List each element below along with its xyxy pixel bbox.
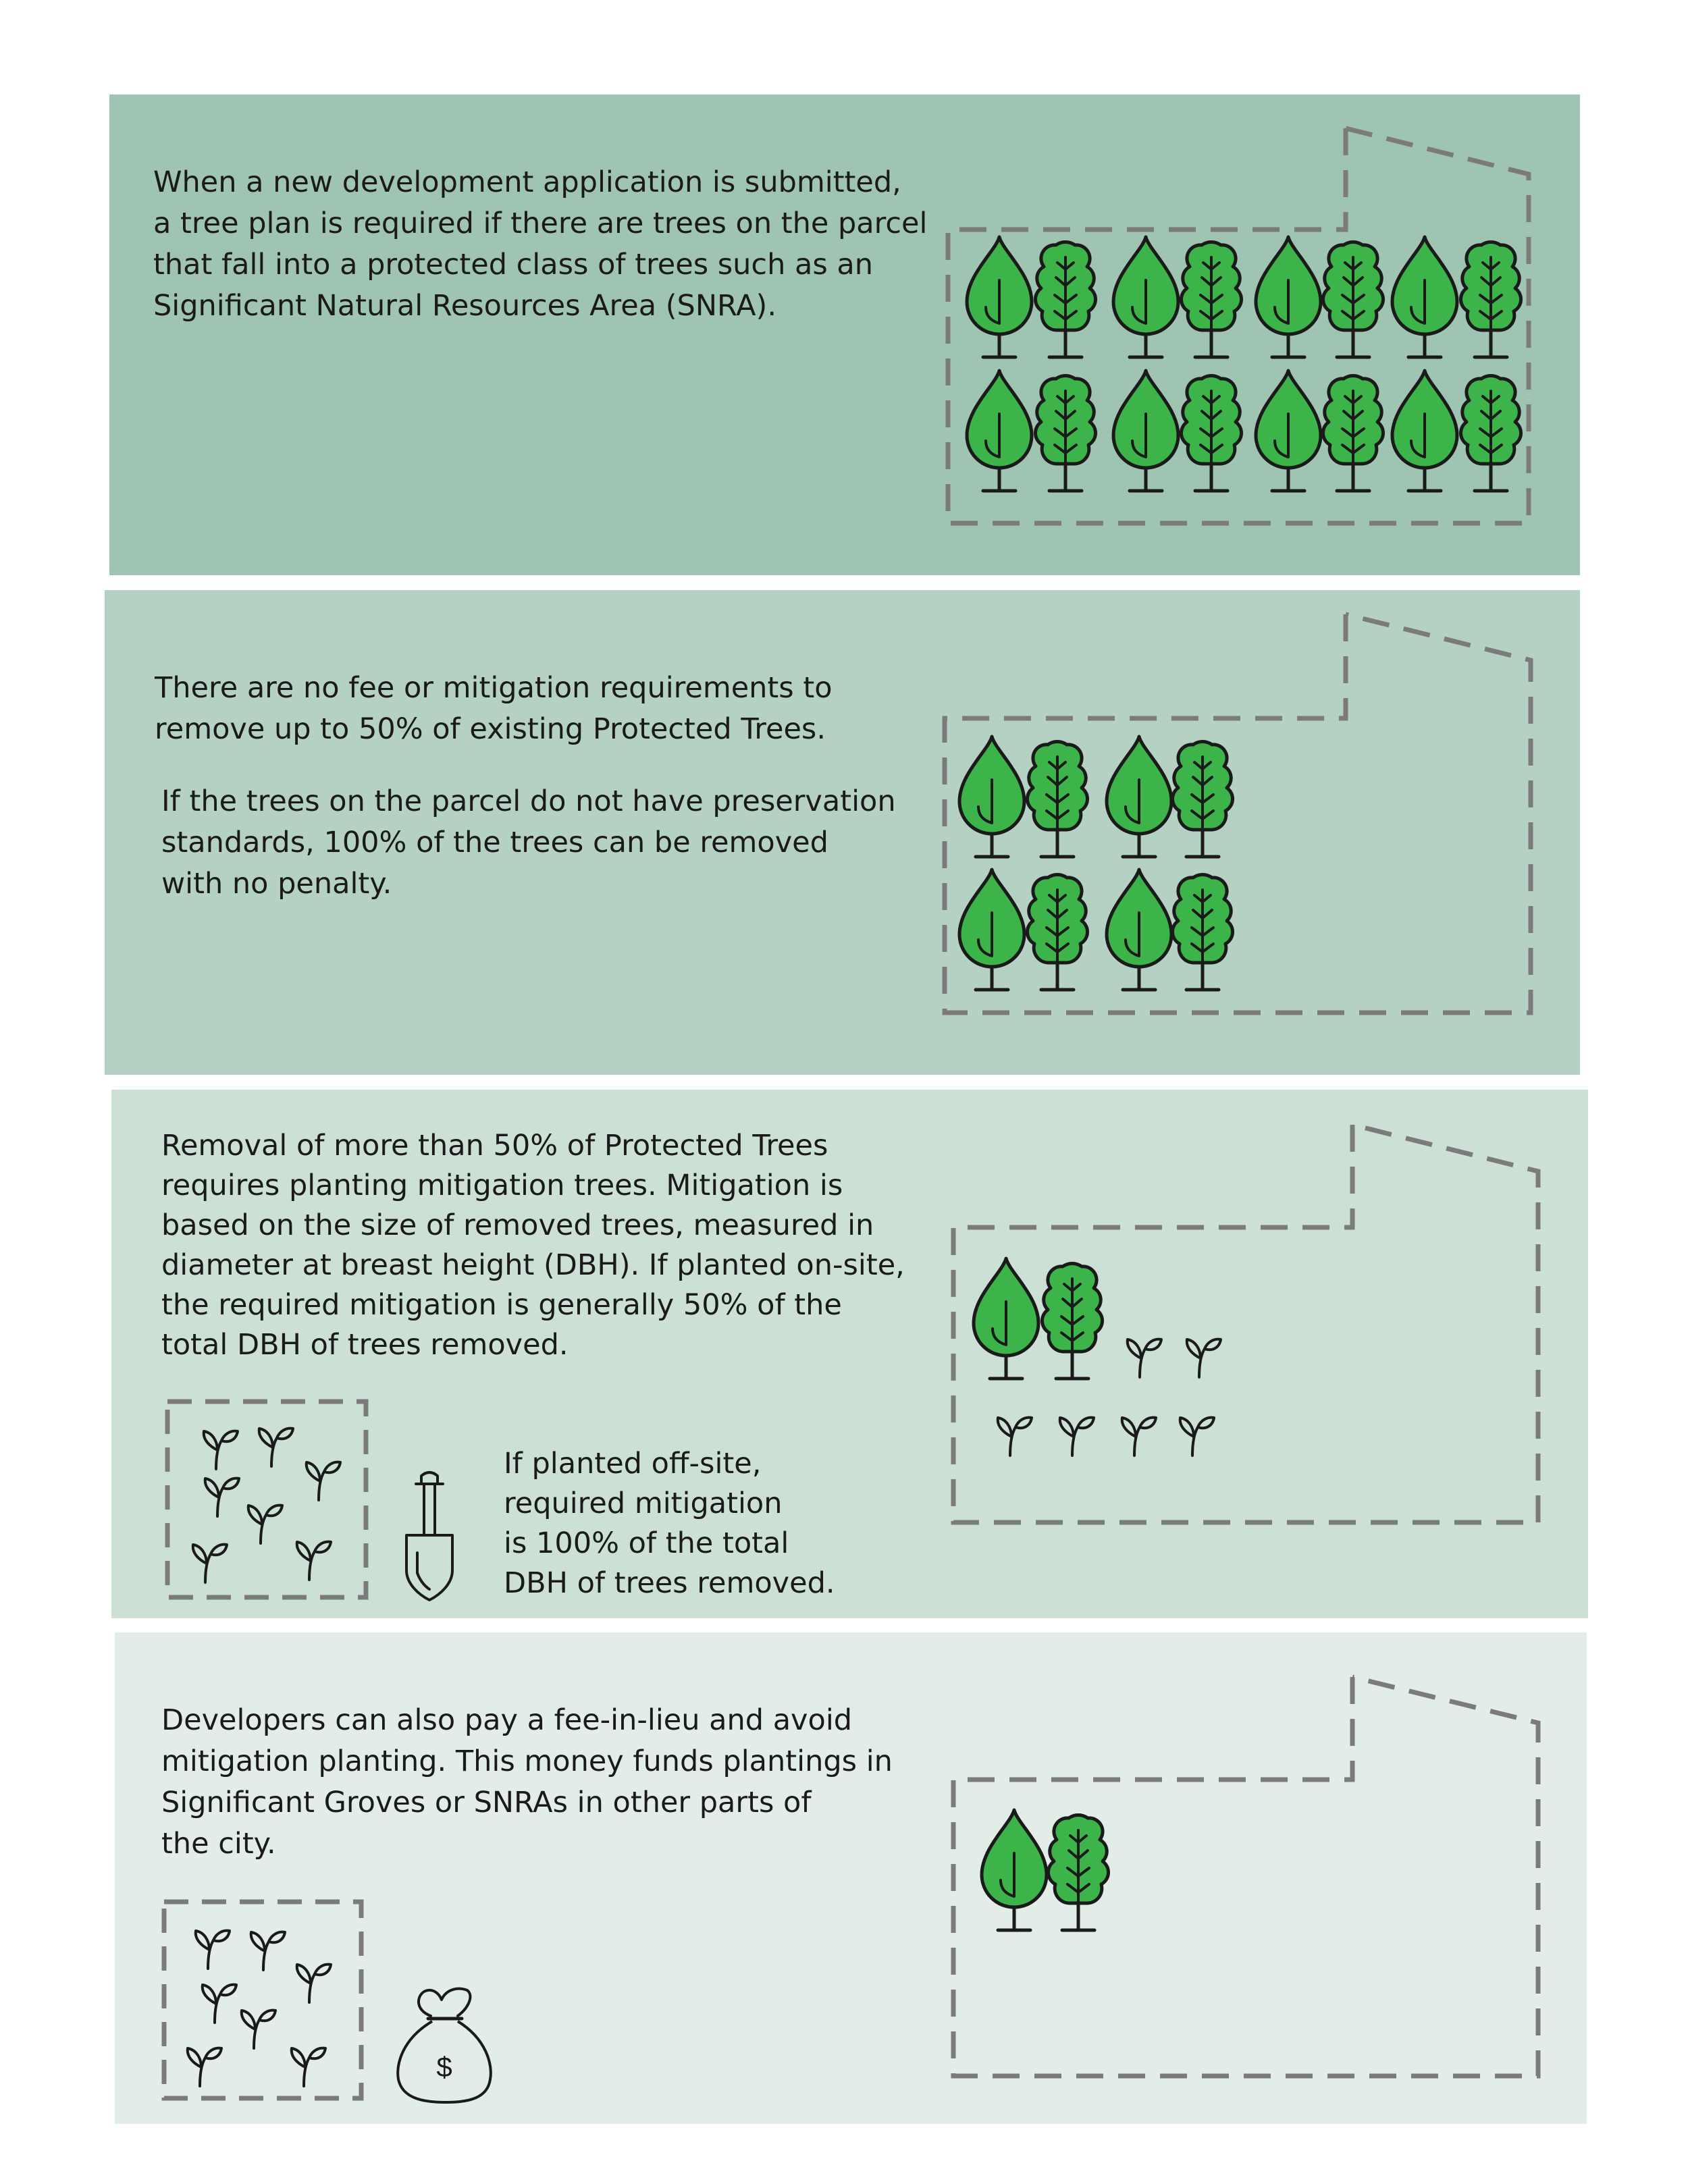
sprout-icon [1060,1418,1094,1456]
sprout-icon [1128,1339,1161,1377]
tree-group-remaining [982,1810,1109,1930]
tree-group-half [959,737,1233,990]
text-line: If planted off-site, [504,1447,762,1481]
text-line: There are no fee or mitigation requirements to [155,671,833,705]
teardrop-tree-icon [1107,737,1171,857]
teardrop-tree-icon [1256,237,1321,357]
round-tree-icon [1027,741,1087,857]
teardrop-tree-icon [1113,371,1178,491]
sprout-icon [1187,1339,1221,1377]
sprout-icon [292,2048,325,2086]
round-tree-icon [1172,741,1232,857]
sprout-icon [259,1429,293,1466]
teardrop-tree-icon [959,737,1024,857]
sprout-icon [188,2048,221,2086]
text-line: diameter at breast height (DBH). If planted on-site, [161,1248,905,1282]
offsite-plot-boundary [164,1902,361,2098]
sprout-icon [196,1931,230,1969]
text-line: the required mitigation is generally 50% of the [161,1288,842,1322]
text-line: the city. [161,1827,276,1861]
money-bag-icon [398,1989,491,2102]
teardrop-tree-icon [1256,371,1321,491]
sprout-icon [1180,1418,1214,1456]
teardrop-tree-icon [974,1258,1038,1379]
text-line: a tree plan is required if there are trees on the parcel [153,207,928,240]
text-line: remove up to 50% of existing Protected Trees. [155,712,826,746]
sprout-icon [998,1418,1032,1456]
round-tree-icon [1323,242,1383,357]
teardrop-tree-icon [1392,371,1457,491]
sprout-icon [307,1462,340,1500]
text-line: that fall into a protected class of trees such as an [153,248,874,282]
money-symbol: $ [436,2051,452,2083]
sprout-icon [1122,1418,1156,1456]
text-line: When a new development application is submitted, [153,165,901,199]
text-line: Developers can also pay a fee-in-lieu and avoid [161,1703,853,1737]
text-line: requires planting mitigation trees. Mitigation is [161,1169,843,1202]
teardrop-tree-icon [1107,870,1171,990]
sprout-icon [297,1542,331,1580]
round-tree-icon [1035,375,1095,491]
text-line: total DBH of trees removed. [161,1328,569,1362]
sprout-icon [242,2010,275,2048]
text-line: required mitigation [504,1487,783,1520]
sprout-icon [248,1506,282,1543]
round-tree-icon [1172,874,1232,990]
round-tree-icon [1460,242,1521,357]
teardrop-tree-icon [1113,237,1178,357]
sprout-icon [193,1545,227,1582]
round-tree-icon [1323,375,1383,491]
sprout-icon [204,1431,238,1469]
text-line: DBH of trees removed. [504,1566,835,1600]
text-line: Significant Groves or SNRAs in other parts of [161,1786,812,1819]
text-line: standards, 100% of the trees can be removed [161,826,828,859]
teardrop-tree-icon [967,237,1032,357]
teardrop-tree-icon [967,371,1032,491]
text-line: If the trees on the parcel do not have preservation [161,784,896,818]
teardrop-tree-icon [959,870,1024,990]
tree-group-full [967,237,1521,491]
round-tree-icon [1181,242,1241,357]
teardrop-tree-icon [1392,237,1457,357]
sprout-group-offsite [193,1429,340,1582]
text-line: mitigation planting. This money funds plantings in [161,1744,893,1778]
round-tree-icon [1027,874,1087,990]
round-tree-icon [1048,1815,1108,1930]
text-line: based on the size of removed trees, measured in [161,1208,874,1242]
round-tree-icon [1042,1263,1102,1379]
tree-group-remaining [974,1258,1103,1379]
sprout-icon [203,1985,236,2023]
sprout-icon [251,1932,285,1970]
round-tree-icon [1035,242,1095,357]
teardrop-tree-icon [982,1810,1047,1930]
sprout-group-onsite [998,1339,1221,1456]
shovel-icon [406,1472,452,1600]
sprout-group-offsite [188,1931,331,2086]
sprout-icon [205,1479,239,1516]
text-line: is 100% of the total [504,1526,789,1560]
sprout-icon [297,1965,331,2002]
text-line: Significant Natural Resources Area (SNRA). [153,289,776,323]
text-line: Removal of more than 50% of Protected Trees [161,1129,828,1163]
text-line: with no penalty. [161,867,392,901]
round-tree-icon [1181,375,1241,491]
round-tree-icon [1460,375,1521,491]
